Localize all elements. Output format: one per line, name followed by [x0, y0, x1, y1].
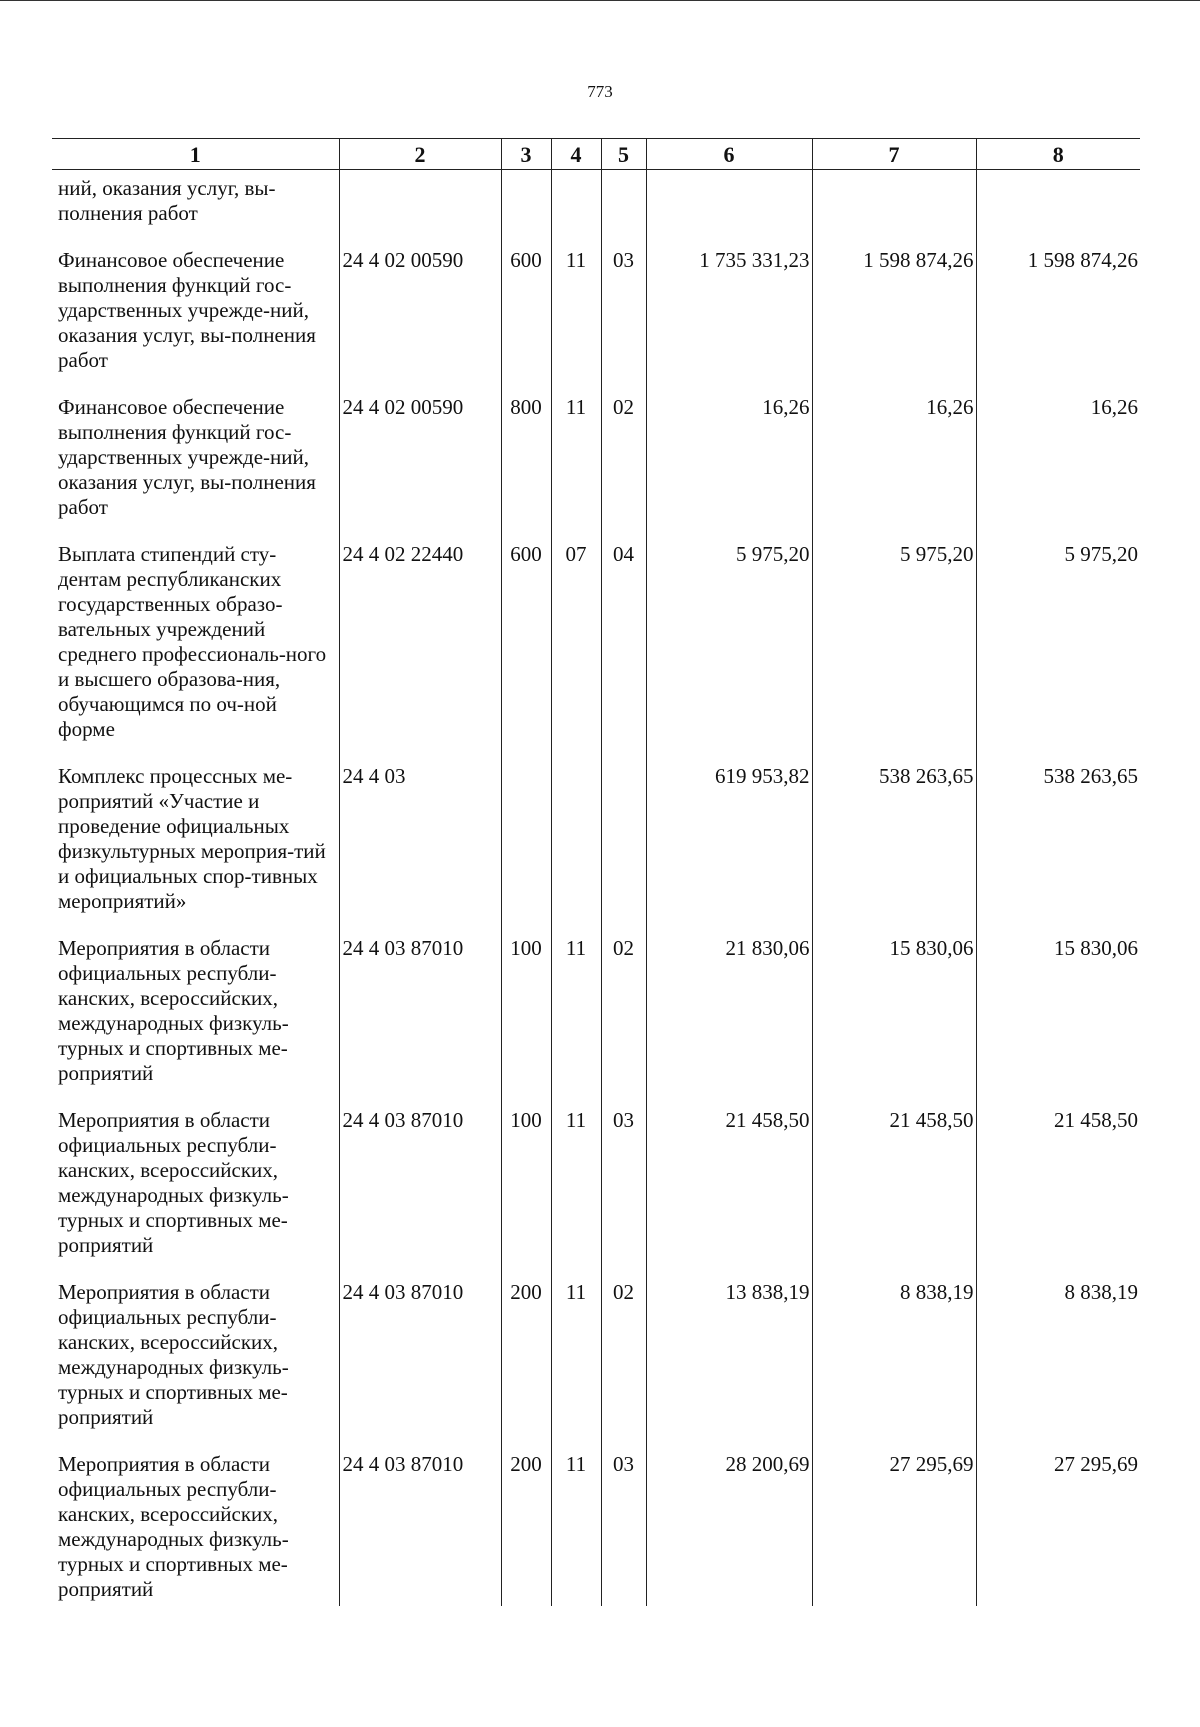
row-name-cell: Комплекс процессных ме-роприятий «Участие и проведение официальных физкультурных мероприя-тий и официальных спор-тивных мероприятий» — [58, 764, 326, 913]
row-value8-cell: 5 975,20 — [976, 534, 1140, 756]
row-col5-cell — [601, 170, 646, 241]
row-value8-cell — [976, 170, 1140, 241]
table-row — [52, 170, 1140, 241]
table-row — [52, 534, 1140, 756]
row-value8-cell: 8 838,19 — [976, 1272, 1140, 1444]
page-number: 773 — [587, 82, 613, 101]
row-value7-cell: 21 458,50 — [812, 1100, 976, 1272]
row-value8-cell: 15 830,06 — [976, 928, 1140, 1100]
row-col4-cell: 11 — [551, 928, 601, 1100]
header-col-2: 2 — [339, 139, 501, 170]
row-col5-cell: 02 — [601, 928, 646, 1100]
row-value7-cell: 1 598 874,26 — [812, 240, 976, 387]
row-name-cell: Выплата стипендий сту-дентам республиканских государственных образо-вательных учреждений среднего профессиональ-ного и высшего образова-ния, обучающимся по оч-ной форме — [58, 542, 327, 741]
row-col4-cell — [551, 170, 601, 241]
row-value6-cell: 28 200,69 — [646, 1444, 812, 1606]
row-value6-cell: 21 830,06 — [646, 928, 812, 1100]
table-header-row — [52, 139, 1140, 170]
row-col4-cell: 11 — [551, 240, 601, 387]
table-row — [52, 240, 1140, 387]
row-value6-cell: 5 975,20 — [646, 534, 812, 756]
row-value6-cell — [646, 170, 812, 241]
row-value8-cell: 16,26 — [976, 387, 1140, 534]
row-value8-cell: 1 598 874,26 — [976, 240, 1140, 387]
row-value6-cell: 13 838,19 — [646, 1272, 812, 1444]
row-value7-cell: 5 975,20 — [812, 534, 976, 756]
row-col4-cell: 11 — [551, 1272, 601, 1444]
row-col5-cell: 02 — [601, 387, 646, 534]
row-value8-cell: 21 458,50 — [976, 1100, 1140, 1272]
row-col3-cell: 100 — [501, 928, 551, 1100]
budget-table — [52, 138, 1140, 1606]
row-value7-cell: 538 263,65 — [812, 756, 976, 928]
row-col4-cell: 11 — [551, 1100, 601, 1272]
table-row — [52, 1100, 1140, 1272]
row-col3-cell: 600 — [501, 240, 551, 387]
row-code-cell: 24 4 02 22440 — [339, 534, 501, 756]
header-col-7: 7 — [812, 139, 976, 170]
row-name-cell: Мероприятия в области официальных республи-канских, всероссийских, международных физкуль-турных и спортивных ме-роприятий — [58, 1280, 289, 1429]
row-value6-cell: 619 953,82 — [646, 756, 812, 928]
row-value6-cell: 16,26 — [646, 387, 812, 534]
row-value6-cell: 21 458,50 — [646, 1100, 812, 1272]
row-col3-cell: 100 — [501, 1100, 551, 1272]
row-code-cell: 24 4 03 87010 — [339, 1272, 501, 1444]
row-col5-cell: 03 — [601, 1444, 646, 1606]
row-col5-cell: 04 — [601, 534, 646, 756]
row-col4-cell: 07 — [551, 534, 601, 756]
table-row — [52, 756, 1140, 928]
row-col4-cell: 11 — [551, 387, 601, 534]
table-row — [52, 928, 1140, 1100]
row-name-cell: Мероприятия в области официальных республи-канских, всероссийских, международных физкуль-турных и спортивных ме-роприятий — [58, 1108, 289, 1257]
row-code-cell: 24 4 03 87010 — [339, 1100, 501, 1272]
row-code-cell: 24 4 03 87010 — [339, 928, 501, 1100]
row-value7-cell: 15 830,06 — [812, 928, 976, 1100]
header-col-1: 1 — [52, 139, 339, 170]
row-col3-cell: 800 — [501, 387, 551, 534]
header-col-5: 5 — [601, 139, 646, 170]
row-name-cell: Финансовое обеспечение выполнения функций гос-ударственных учрежде-ний, оказания услуг, вы-полнения работ — [58, 248, 316, 372]
table-row — [52, 387, 1140, 534]
row-col3-cell: 200 — [501, 1272, 551, 1444]
table-row — [52, 1444, 1140, 1606]
row-code-cell: 24 4 03 87010 — [339, 1444, 501, 1606]
row-col3-cell — [501, 170, 551, 241]
header-col-3: 3 — [501, 139, 551, 170]
row-name-cell: ний, оказания услуг, вы- полнения работ — [58, 176, 276, 225]
header-col-4: 4 — [551, 139, 601, 170]
row-value6-cell: 1 735 331,23 — [646, 240, 812, 387]
row-name-cell: Финансовое обеспечение выполнения функций гос-ударственных учрежде-ний, оказания услуг, вы-полнения работ — [58, 395, 316, 519]
row-col5-cell: 03 — [601, 1100, 646, 1272]
row-value8-cell: 27 295,69 — [976, 1444, 1140, 1606]
row-col5-cell — [601, 756, 646, 928]
row-col4-cell: 11 — [551, 1444, 601, 1606]
row-col3-cell: 600 — [501, 534, 551, 756]
row-value7-cell: 16,26 — [812, 387, 976, 534]
row-value8-cell: 538 263,65 — [976, 756, 1140, 928]
row-value7-cell — [812, 170, 976, 241]
row-col4-cell — [551, 756, 601, 928]
row-col3-cell — [501, 756, 551, 928]
row-code-cell — [339, 170, 501, 241]
row-name-cell: Мероприятия в области официальных республи-канских, всероссийских, международных физкуль-турных и спортивных ме-роприятий — [58, 1452, 289, 1601]
row-col5-cell: 02 — [601, 1272, 646, 1444]
row-col3-cell: 200 — [501, 1444, 551, 1606]
row-code-cell: 24 4 02 00590 — [339, 387, 501, 534]
row-value7-cell: 27 295,69 — [812, 1444, 976, 1606]
top-border-line — [0, 0, 1200, 1]
row-code-cell: 24 4 03 — [339, 756, 501, 928]
header-col-6: 6 — [646, 139, 812, 170]
row-col5-cell: 03 — [601, 240, 646, 387]
row-name-cell: Мероприятия в области официальных республи-канских, всероссийских, международных физкуль-турных и спортивных ме-роприятий — [58, 936, 289, 1085]
row-value7-cell: 8 838,19 — [812, 1272, 976, 1444]
header-col-8: 8 — [976, 139, 1140, 170]
table-row — [52, 1272, 1140, 1444]
row-code-cell: 24 4 02 00590 — [339, 240, 501, 387]
